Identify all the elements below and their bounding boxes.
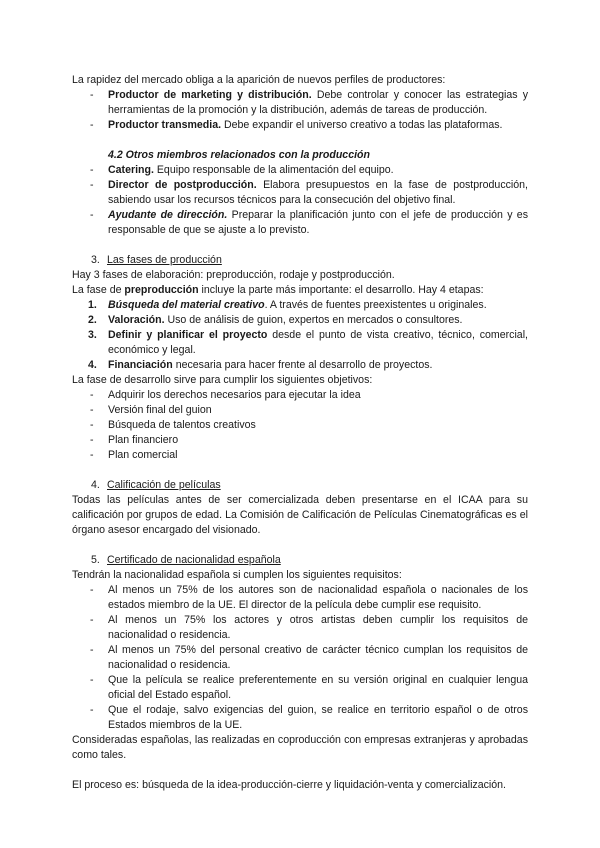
list-item: - Que la película se realice preferentemente en su versión original en cualquier lengua oficial del Estado español. <box>72 673 528 703</box>
list-item: - Catering. Equipo responsable de la alimentación del equipo. <box>72 163 528 178</box>
list-item: - Al menos un 75% los actores y otros artistas deben cumplir los requisitos de nacionalidad o residencia. <box>72 613 528 643</box>
document-page <box>72 73 528 793</box>
list-item: - Productor de marketing y distribución. Debe controlar y conocer las estrategias y herramientas de la promoción y la distribución, además de tareas de producción. <box>72 88 528 118</box>
list-item: - Director de postproducción. Elabora presupuestos en la fase de postproducción, sabiendo usar los recursos técnicos para la consecución del objetivo final. <box>72 178 528 208</box>
objectives-list <box>72 388 528 463</box>
preproduction-paragraph: La fase de preproducción incluye la parte más importante: el desarrollo. Hay 4 etapas: <box>72 284 484 296</box>
section-4-2-heading: 4.2 Otros miembros relacionados con la producción <box>108 149 370 161</box>
requirements-intro: Tendrán la nacionalidad española si cumplen los siguientes requisitos: <box>72 569 402 581</box>
stages-list <box>72 298 528 373</box>
list-item: 4. Financiación necesaria para hacer frente al desarrollo de proyectos. <box>88 359 433 371</box>
list-item: - Al menos un 75% del personal creativo de carácter técnico cumplan los requisitos de nacionalidad o residencia. <box>72 643 528 673</box>
process-paragraph: El proceso es: búsqueda de la idea-producción-cierre y liquidación-venta y comercialización. <box>72 779 506 791</box>
term: Productor transmedia. <box>108 119 222 131</box>
list-item: - Adquirir los derechos necesarios para ejecutar la idea <box>72 388 528 403</box>
other-members-list <box>72 163 528 238</box>
list-item: - Que el rodaje, salvo exigencias del guion, se realice en territorio español o de otros Estados miembros de la UE. <box>72 703 528 733</box>
producers-list <box>72 88 528 133</box>
list-item: - Búsqueda de talentos creativos <box>72 418 528 433</box>
list-item: 1. Búsqueda del material creativo. A través de fuentes preexistentes u originales. <box>88 299 487 311</box>
list-item: 3. Definir y planificar el proyecto desde el punto de vista creativo, técnico, comercial, económico y legal. <box>88 329 528 356</box>
rating-paragraph: Todas las películas antes de ser comercializada deben presentarse en el ICAA para su calificación por grupos de edad. La Comisión de Calificación de Películas Cinematográficas es el órgano asesor encargado del visionado. <box>72 494 528 536</box>
list-item: - Al menos un 75% de los autores son de nacionalidad española o nacionales de los estados miembro de la UE. El director de la película debe cumplir ese requisito. <box>72 583 528 613</box>
list-item: - Ayudante de dirección. Preparar la planificación junto con el jefe de producción y es responsable de que se ajuste a lo previsto. <box>72 208 528 238</box>
list-item: - Plan comercial <box>72 448 528 463</box>
intro-paragraph: La rapidez del mercado obliga a la aparición de nuevos perfiles de productores: <box>72 74 446 86</box>
list-item: - Plan financiero <box>72 433 528 448</box>
coproduction-paragraph: Consideradas españolas, las realizadas en coproducción con empresas extranjeras y aprobadas como tales. <box>72 734 528 761</box>
phases-paragraph: Hay 3 fases de elaboración: preproducción, rodaje y postproducción. <box>72 269 395 281</box>
list-item: - Versión final del guion <box>72 403 528 418</box>
list-item: 2. Valoración. Uso de análisis de guion, expertos en mercados o consultores. <box>88 314 463 326</box>
term: Productor de marketing y distribución. <box>108 89 312 101</box>
section-5-heading: 5. Certificado de nacionalidad española <box>91 554 281 566</box>
requirements-list <box>72 583 528 733</box>
list-item: - Productor transmedia. Debe expandir el universo creativo a todas las plataformas. <box>72 118 528 133</box>
section-3-heading: 3. Las fases de producción <box>91 254 222 266</box>
section-4-heading: 4. Calificación de películas <box>91 479 221 491</box>
objectives-paragraph: La fase de desarrollo sirve para cumplir los siguientes objetivos: <box>72 374 373 386</box>
